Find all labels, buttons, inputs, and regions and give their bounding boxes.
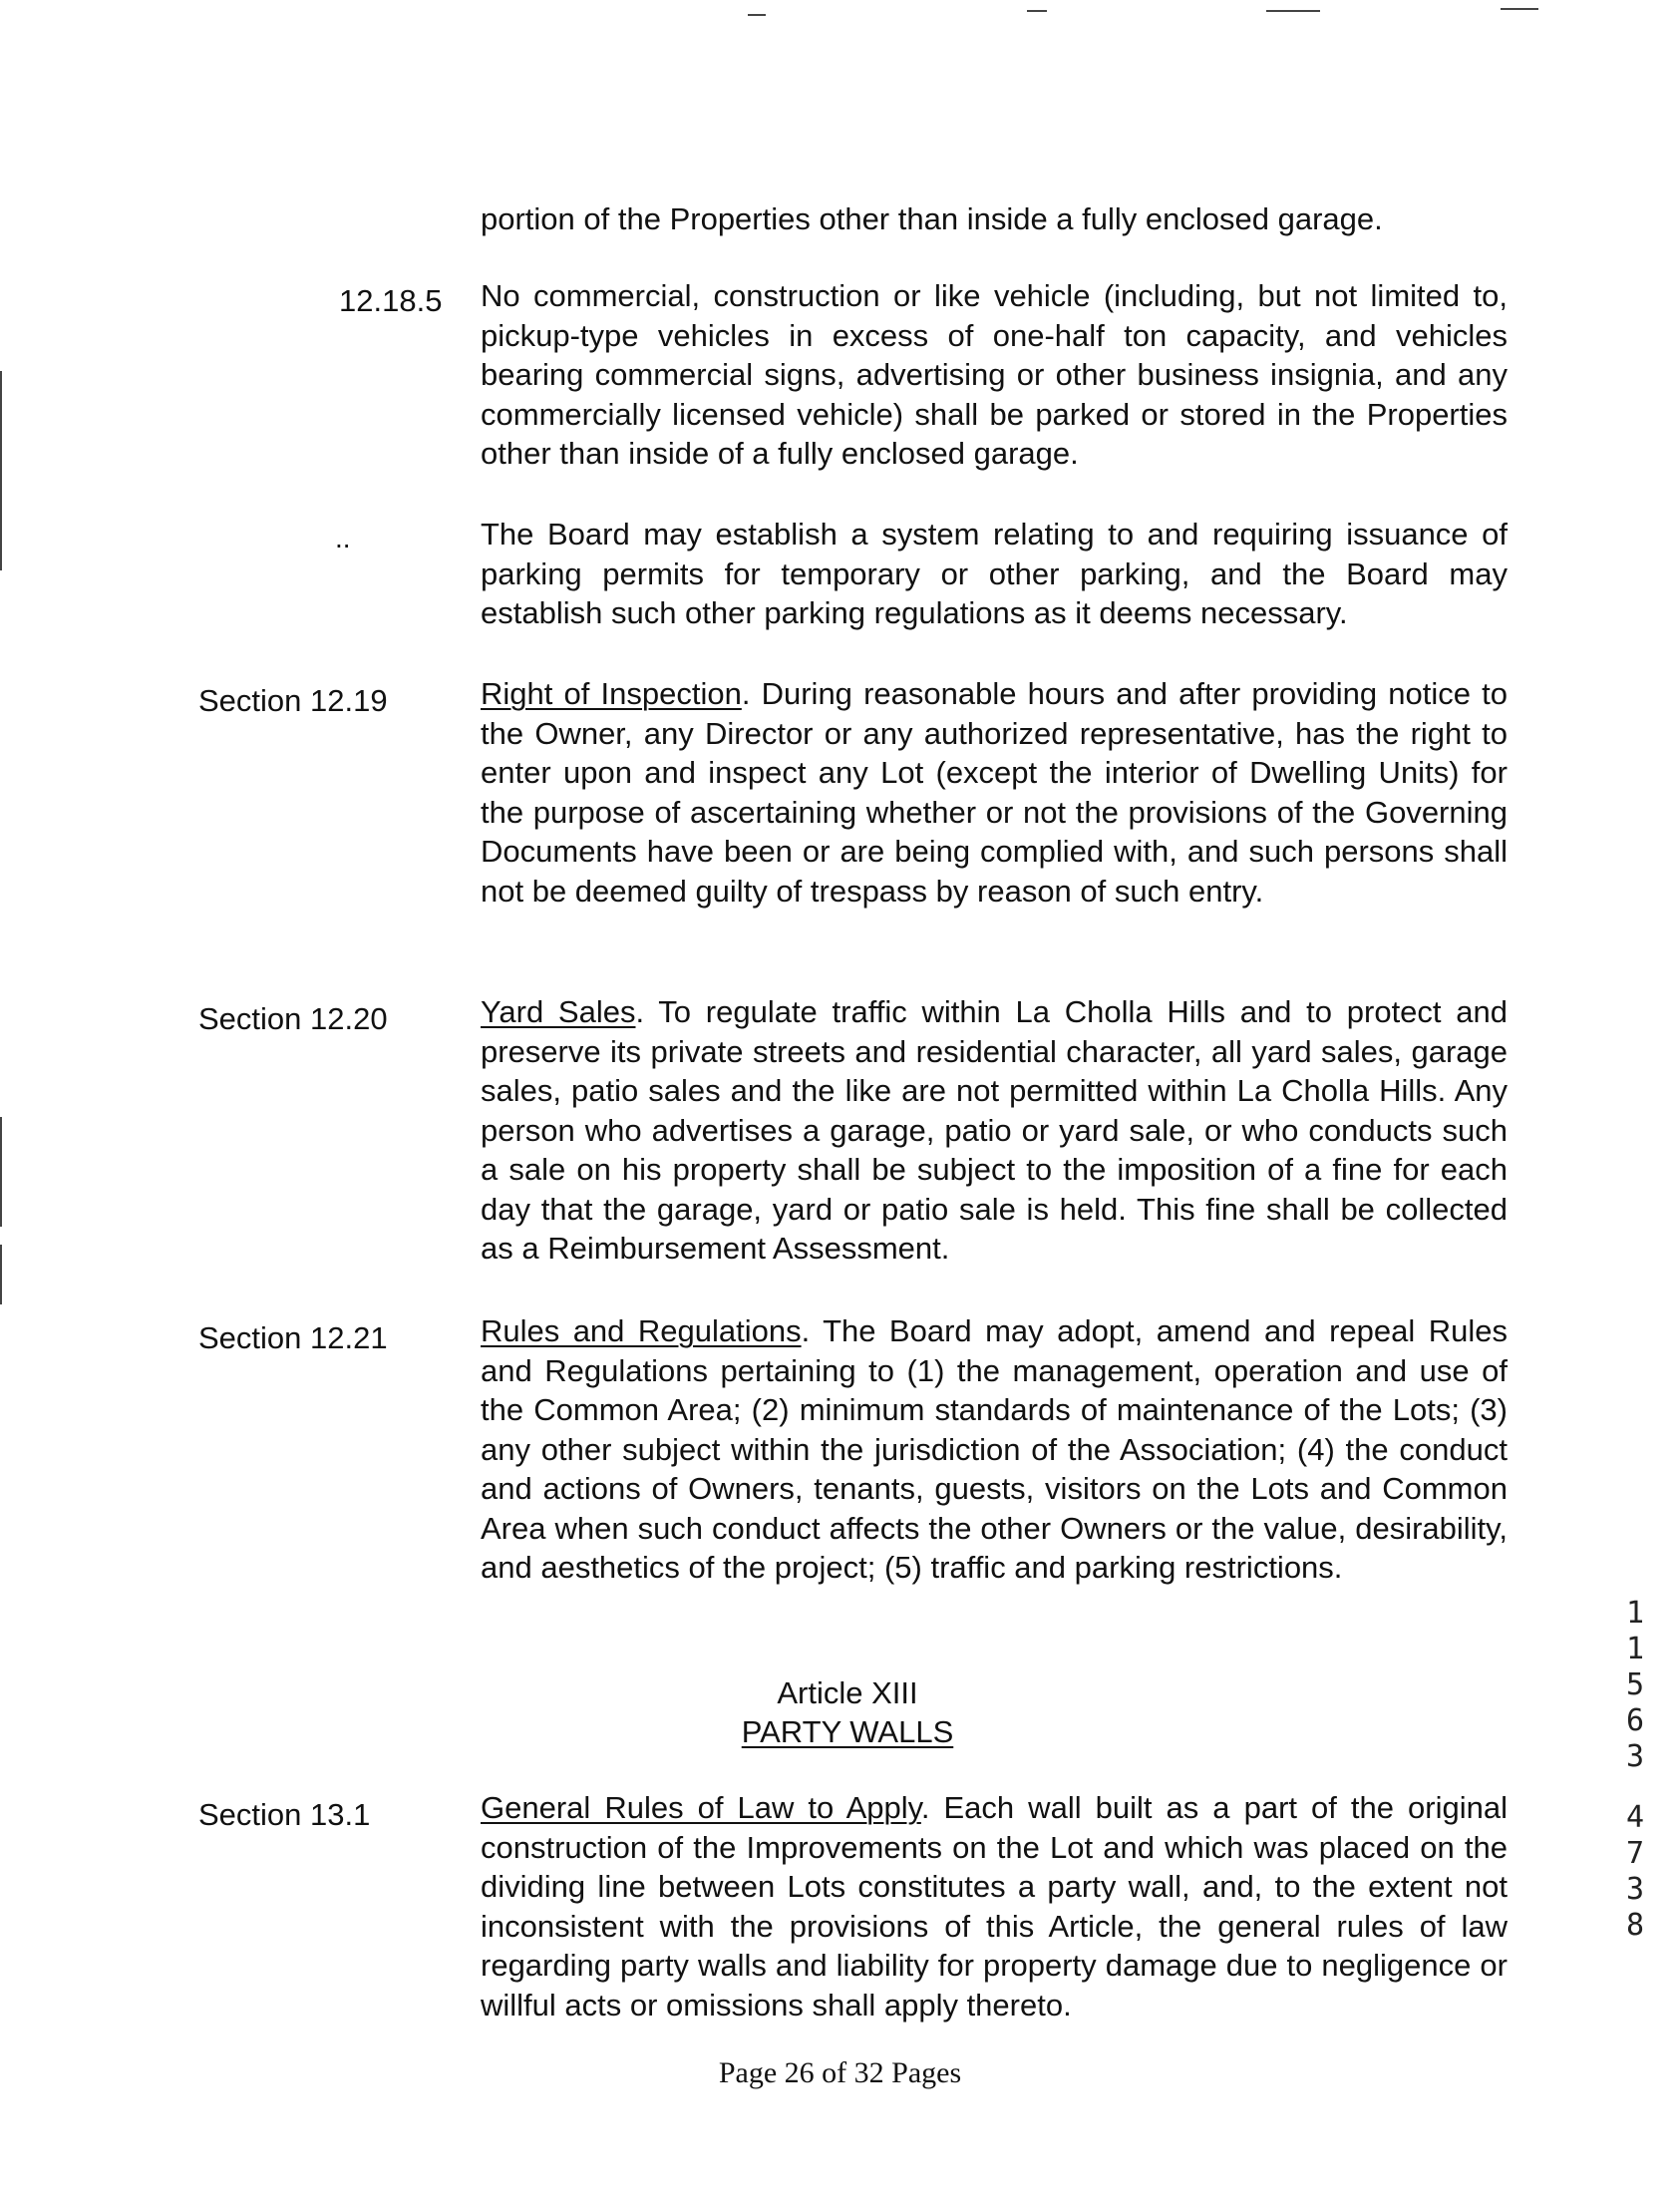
stamp-digit: 7 [1625,1836,1645,1871]
scan-mark [0,1245,2,1304]
section-text: . Each wall built as a part of the original construction of the Improvements on the Lot and which was placed on the dividing line between Lots constitutes a party wall, and, to the extent not inconsistent with the provisions of this Article, the general rules of law regarding party walls and liability for property damage due to negligence or willful acts or omissions shall apply thereto. [481,1790,1509,2023]
article-number: Article XIII [777,1675,918,1710]
stamp-digit: 3 [1625,1739,1645,1774]
recording-stamp-top [1615,1596,1655,1775]
section-heading: Rules and Regulations [481,1313,802,1348]
stamp-digit: 4 [1625,1800,1645,1835]
stamp-digit: 1 [1625,1596,1645,1631]
section-text: . During reasonable hours and after providing notice to the Owner, any Director or any authorized representative, has the right to enter upon and inspect any Lot (except the interior of Dwelling Units) for the purpose of ascertaining whether or not the provisions of the Governing Documents have been or are being complied with, and such persons shall not be deemed guilty of trespass by reason of such entry. [481,676,1509,909]
section-body [481,1788,1508,2024]
section-body [481,992,1508,1269]
stamp-digit: 1 [1625,1632,1645,1666]
section-text: . The Board may adopt, amend and repeal Rules and Regulations pertaining to (1) the management, operation and use of the Common Area; (2) minimum standards of maintenance of the Lots; (3) any other subject within the jurisdiction of the Association; (4) the conduct and actions of Owners, tenants, guests, visitors on the Lots and Common Area when such conduct affects the other Owners or the value, desirability, and aesthetics of the project; (5) traffic and parking restrictions. [481,1313,1508,1585]
section-body [481,674,1508,911]
page-footer: Page 26 of 32 Pages [718,2056,962,2089]
article-title: PARTY WALLS [741,1714,954,1749]
scan-mark [0,1117,2,1227]
recording-stamp-bottom [1615,1800,1655,1944]
section-label: Section 12.19 [198,683,388,718]
section-heading: Right of Inspection [481,676,742,711]
scan-mark [1501,8,1538,10]
paragraph-marker: .. [335,523,351,553]
section-body [481,1311,1508,1588]
section-heading: Yard Sales [481,994,636,1029]
scan-mark [1027,10,1047,12]
section-heading: General Rules of Law to Apply [481,1790,921,1825]
stamp-digit: 8 [1625,1908,1645,1943]
stamp-digit: 3 [1625,1872,1645,1907]
scan-mark [748,14,766,16]
stamp-digit: 6 [1625,1703,1645,1738]
article-title-wrap [698,1712,997,1752]
section-label: Section 12.20 [198,1001,388,1036]
section-label: Section 13.1 [198,1797,371,1832]
board-paragraph: The Board may establish a system relating to and requiring issuance of parking permits for temporary or other parking, and the Board may establish such other parking regulations as it deems necessary. [481,517,1508,630]
stamp-digit: 5 [1625,1667,1645,1702]
section-text: . To regulate traffic within La Cholla Hills and to protect and preserve its private streets and residential character, all yard sales, garage sales, patio sales and the like are not permitted within La Cholla Hills. Any person who advertises a garage, patio or yard sale, or who conducts such a sale on his property shall be subject to the imposition of a fine for each day that the garage, yard or patio sale is held. This fine shall be collected as a Reimbursement Assessment. [481,994,1509,1266]
scan-mark [0,371,2,570]
continuation-text: portion of the Properties other than inside a fully enclosed garage. [481,201,1383,236]
subsection-text: No commercial, construction or like vehicle (including, but not limited to, pickup-type vehicles in excess of one-half ton capacity, and vehicles bearing commercial signs, advertising or other business insignia, and any commercially licensed vehicle) shall be parked or stored in the Properties other than inside of a fully enclosed garage. [481,278,1508,471]
subsection-number: 12.18.5 [339,283,443,318]
scan-mark [1266,10,1320,12]
section-label: Section 12.21 [198,1320,388,1355]
